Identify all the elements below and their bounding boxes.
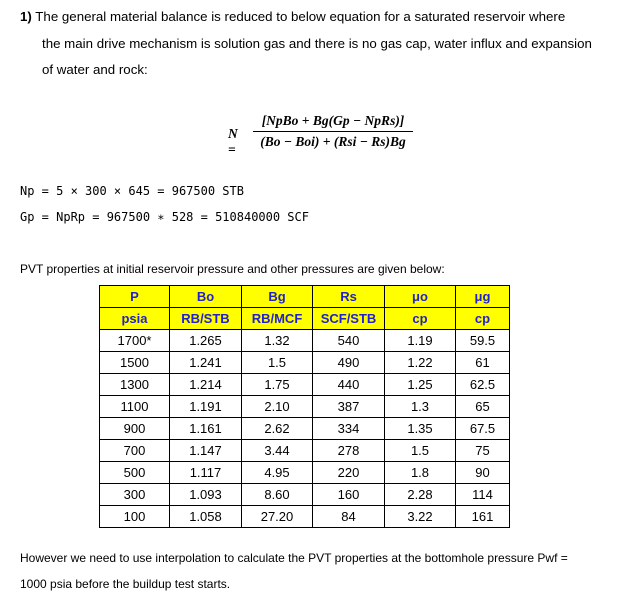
table-cell: 387 (313, 396, 385, 418)
table-header-row (100, 286, 510, 308)
table-cell: 2.62 (242, 418, 313, 440)
pvt-intro-text: PVT properties at initial reservoir pressure and other pressures are given below: (20, 262, 445, 276)
table-cell: 59.5 (456, 330, 510, 352)
gp-calculation: Gp = NpRp = 967500 ∗ 528 = 510840000 SCF (20, 210, 309, 224)
table-cell: 540 (313, 330, 385, 352)
table-cell: 1.5 (242, 352, 313, 374)
table-cell: 1.8 (385, 462, 456, 484)
table-cell: 300 (100, 484, 170, 506)
table-cell: cp (385, 308, 456, 330)
table-cell: 3.22 (385, 506, 456, 528)
table-cell: 1.093 (170, 484, 242, 506)
table-row (100, 506, 510, 528)
table-cell: 220 (313, 462, 385, 484)
equation-numerator: [NpBo + Bg(Gp − NpRs)] (261, 113, 405, 128)
table-row (100, 462, 510, 484)
problem-line-1 (20, 4, 600, 31)
pvt-table (99, 285, 510, 528)
table-cell: 1.191 (170, 396, 242, 418)
table-cell: 61 (456, 352, 510, 374)
fraction-bar (253, 131, 413, 132)
table-cell: 1.241 (170, 352, 242, 374)
table-row (100, 352, 510, 374)
equation-denominator: (Bo − Boi) + (Rsi − Rs)Bg (260, 134, 406, 149)
table-cell: 2.28 (385, 484, 456, 506)
table-cell: 160 (313, 484, 385, 506)
table-cell: μo (385, 286, 456, 308)
table-cell: 1500 (100, 352, 170, 374)
table-cell: 2.10 (242, 396, 313, 418)
table-cell: 1.35 (385, 418, 456, 440)
table-cell: 1300 (100, 374, 170, 396)
table-cell: 900 (100, 418, 170, 440)
table-cell: 278 (313, 440, 385, 462)
table-cell: 4.95 (242, 462, 313, 484)
table-cell: 700 (100, 440, 170, 462)
table-cell: Rs (313, 286, 385, 308)
problem-line-3: of water and rock: (42, 62, 148, 77)
table-cell: 440 (313, 374, 385, 396)
table-cell: 1.5 (385, 440, 456, 462)
problem-number: 1) (20, 9, 32, 24)
problem-text-1: The general material balance is reduced to below equation for a saturated reservoir where (35, 9, 566, 24)
table-cell: 1.22 (385, 352, 456, 374)
table-cell: 62.5 (456, 374, 510, 396)
table-cell: 67.5 (456, 418, 510, 440)
table-cell: 3.44 (242, 440, 313, 462)
table-cell: 90 (456, 462, 510, 484)
footer-line-1: However we need to use interpolation to calculate the PVT properties at the bottomhole pressure Pwf = (20, 551, 568, 565)
table-cell: 1.214 (170, 374, 242, 396)
pvt-table-body (100, 286, 510, 528)
table-row (100, 418, 510, 440)
table-cell: SCF/STB (313, 308, 385, 330)
table-cell: 1.147 (170, 440, 242, 462)
table-row (100, 396, 510, 418)
table-cell: 490 (313, 352, 385, 374)
equation-fraction (253, 112, 413, 151)
table-cell: 1.117 (170, 462, 242, 484)
table-row (100, 440, 510, 462)
problem-line-2: the main drive mechanism is solution gas and there is no gas cap, water influx and expansion (42, 35, 592, 51)
table-cell: P (100, 286, 170, 308)
table-cell: μg (456, 286, 510, 308)
table-cell: 500 (100, 462, 170, 484)
table-row (100, 484, 510, 506)
table-cell: 1.058 (170, 506, 242, 528)
footer-paragraph (20, 545, 568, 597)
footer-line-2: 1000 psia before the buildup test starts. (20, 577, 231, 591)
np-calculation: Np = 5 × 300 × 645 = 967500 STB (20, 184, 244, 198)
problem-paragraph (20, 4, 600, 84)
table-cell: RB/STB (170, 308, 242, 330)
table-cell: Bg (242, 286, 313, 308)
table-row (100, 330, 510, 352)
table-cell: 1700* (100, 330, 170, 352)
table-cell: RB/MCF (242, 308, 313, 330)
table-cell: 334 (313, 418, 385, 440)
table-cell: 100 (100, 506, 170, 528)
table-units-row (100, 308, 510, 330)
table-cell: 161 (456, 506, 510, 528)
table-cell: 1100 (100, 396, 170, 418)
table-cell: psia (100, 308, 170, 330)
table-cell: 1.32 (242, 330, 313, 352)
table-cell: 8.60 (242, 484, 313, 506)
table-cell: 1.3 (385, 396, 456, 418)
table-cell: 75 (456, 440, 510, 462)
equation-lhs: N = (228, 126, 238, 157)
table-row (100, 374, 510, 396)
table-cell: 1.161 (170, 418, 242, 440)
table-cell: 1.265 (170, 330, 242, 352)
table-cell: 27.20 (242, 506, 313, 528)
table-cell: cp (456, 308, 510, 330)
table-cell: 65 (456, 396, 510, 418)
table-cell: 84 (313, 506, 385, 528)
table-cell: 114 (456, 484, 510, 506)
table-cell: 1.19 (385, 330, 456, 352)
table-cell: 1.75 (242, 374, 313, 396)
table-cell: Bo (170, 286, 242, 308)
table-cell: 1.25 (385, 374, 456, 396)
